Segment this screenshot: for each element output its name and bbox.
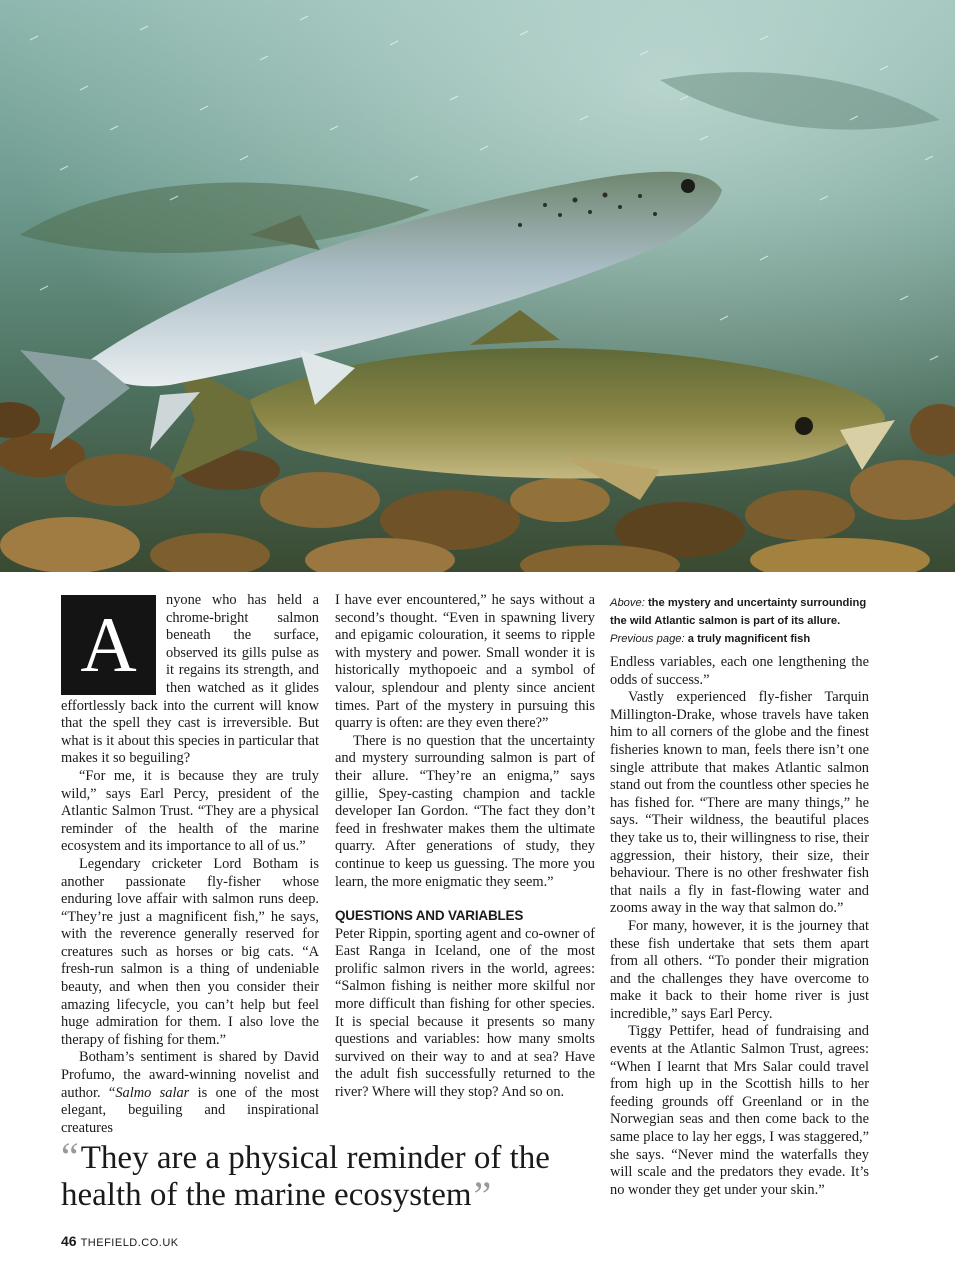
- paragraph-4-text-b: is one of the most elegant, beguiling and inspirational creatures: [61, 1084, 320, 1136]
- article-column-1: [61, 592, 319, 1137]
- photo-caption: [610, 594, 869, 648]
- close-quote-icon: ”: [473, 1173, 492, 1218]
- paragraph-8: Endless variables, each one lengthening the odds of success.”: [610, 654, 869, 688]
- paragraph-7: Peter Rippin, sporting agent and co-owner of East Ranga in Iceland, one of the most prolific salmon rivers in the world, agrees: “Salmon fishing is neither more skilful nor more difficult than fishing for other species. It is special because it presents so many questions and variables: how many smolts survived on their way to and at sea? Have the adult fish successfully returned to the river? Where will they stop? And so on.: [335, 925, 595, 1101]
- hero-photo: [0, 0, 955, 572]
- open-quote-icon: “: [61, 1134, 79, 1179]
- page-footer: [61, 1233, 179, 1249]
- pull-quote-text: They are a physical reminder of the health of the marine ecosystem: [61, 1140, 550, 1213]
- paragraph-5: I have ever encountered,” he says without a second’s thought. “Even in spawning livery and epigamic colouration, it seems to ripple with mystery and power. Small wonder it is historically mythopoeic and a symbol of valour, splendour and plenty since ancient times. Part of the mystery in pursuing this quarry is often: are they even there?”: [335, 592, 595, 732]
- paragraph-11: Tiggy Pettifer, head of fundraising and events at the Atlantic Salmon Trust, agrees: “When I learnt that Mrs Salar could travel from high up in the Scottish hills to her feeding grounds off Greenland or in the Norwegian seas and then come back to the same place to lay her eggs, I was staggered,” she says. “Never mind the waterfalls they will scale and the predators they evade. It’s no wonder they get under your skin.”: [610, 1023, 869, 1198]
- article-column-2: [335, 592, 595, 1102]
- subheading: QUESTIONS AND VARIABLES: [335, 908, 524, 924]
- paragraph-9: Vastly experienced fly-fisher Tarquin Millington-Drake, whose travels have taken him to all corners of the globe and the finest fisheries known to man, feels there isn’t one single attribute that makes Atlantic salmon stand out from the countless other species he has fished for. “There are many things,” he says. “Their wildness, the beautiful places they take us to, their willingness to rise, their aggression, their history, their size, their behaviour. There is no other freshwater fish that nails a fly in fast-flowing water and zooms away in the way that salmon do.”: [610, 689, 869, 917]
- paragraph-4-text-a: Botham’s sentiment is shared by David Profumo, the award-winning novelist and author. “: [61, 1049, 319, 1101]
- page-number: 46: [61, 1233, 77, 1249]
- paragraph-3: Legendary cricketer Lord Botham is another passionate fly-fisher whose enduring love affair with salmon runs deep. “They’re just a magnificent fish,” he says, with the reverence generally reserved for creatures such as horses or big cats. “A fresh-run salmon is a thing of undeniable beauty, and when then you consider their amazing lifecycle, you can’t help but feel huge admiration for them. I also love the therapy of fishing for them.”: [61, 855, 319, 1048]
- species-name: Salmo salar: [115, 1084, 190, 1101]
- caption-text-above: the mystery and uncertainty surrounding the wild Atlantic salmon is part of its allure.: [610, 597, 867, 627]
- drop-cap: A: [61, 595, 156, 695]
- paragraph-1-text: nyone who has held a chrome-bright salmon beneath the surface, observed its gills pulse as it regains its strength, and then watched as it glides effortlessly back into the current will know that the spell they cast is irreversible. But what is it about this species in particular that makes it so beguiling?: [61, 592, 319, 767]
- paragraph-4: [61, 1049, 319, 1137]
- article-column-3: [610, 594, 869, 1199]
- salmon-underwater-photo-icon: [0, 0, 955, 572]
- caption-label-above: Above:: [610, 597, 645, 609]
- paragraph-2: “For me, it is because they are truly wild,” says Earl Percy, president of the Atlantic Salmon Trust. “They are a physical reminder of the health of the marine ecosystem and its importance to all of us.”: [61, 767, 319, 855]
- caption-label-previous: Previous page:: [610, 633, 685, 645]
- pull-quote: [61, 1134, 601, 1218]
- caption-text-previous: a truly magnificent fish: [684, 633, 811, 645]
- paragraph-10: For many, however, it is the journey that these fish undertake that sets them apart from all others. “To ponder their migration and the challenges they have overcome to make it back to their home river is just incredible,” says Earl Percy.: [610, 917, 869, 1022]
- paragraph-6: There is no question that the uncertainty and mystery surrounding salmon is part of their allure. “They’re an enigma,” says gillie, Spey-casting champion and tackle developer Ian Gordon. “The fact they don’t feed in freshwater makes them the ultimate quarry. After generations of study, they continue to keep us guessing. The more you learn, the more enigmatic they seem.”: [335, 732, 595, 890]
- site-url: THEFIELD.CO.UK: [80, 1237, 179, 1249]
